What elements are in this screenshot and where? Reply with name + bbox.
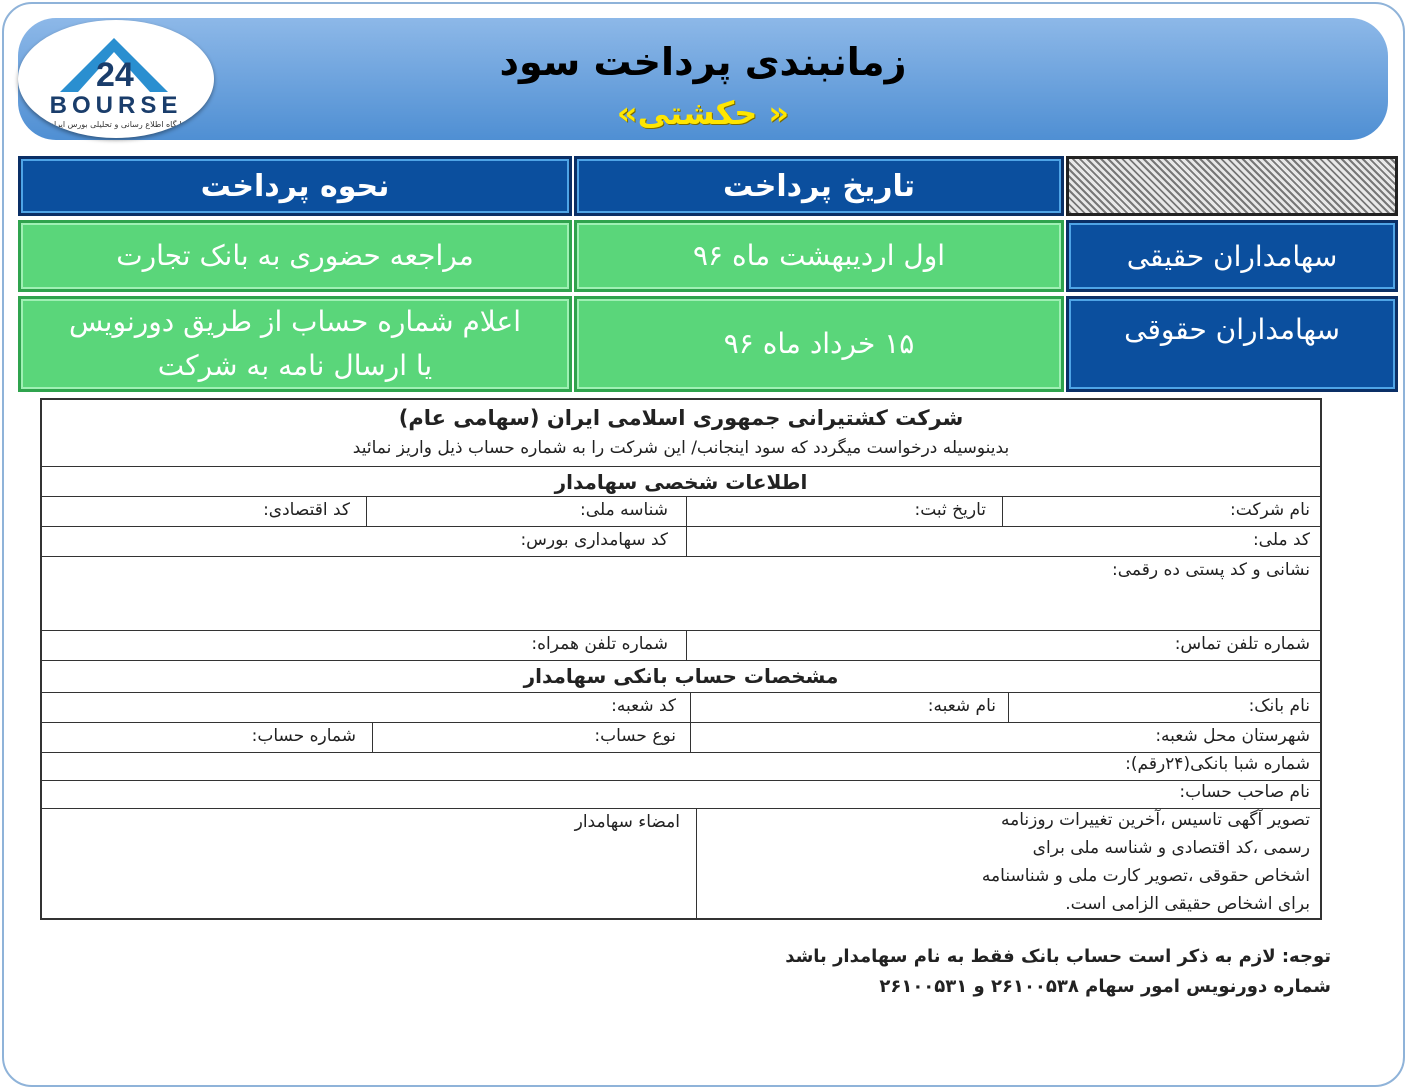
title-banner [18,18,1388,140]
branch-city-field[interactable]: شهرستان محل شعبه: [1155,726,1310,746]
dividend-request-form [40,398,1322,920]
form-company-name: شرکت کشتیرانی جمهوری اسلامی ایران (سهامی عام) [398,406,964,430]
branch-name-field[interactable]: نام شعبه: [927,696,996,716]
national-id-field[interactable]: شناسه ملی: [580,500,668,520]
corner-cell [1066,156,1398,216]
personal-info-heading: اطلاعات شخصی سهامدار [554,470,808,494]
row-real-shareholders-method: مراجعه حضوری به بانک تجارت [18,220,572,292]
bank-name-field[interactable]: نام بانک: [1248,696,1310,716]
row-real-shareholders-group: سهامداران حقیقی [1066,220,1398,292]
documents-line-2: رسمی ،کد اقتصادی و شناسه ملی برای [1032,838,1310,858]
mobile-field[interactable]: شماره تلفن همراه: [531,634,668,654]
note-account-owner: توجه: لازم به ذکر است حساب بانک فقط به نام سهامدار باشد [785,946,1331,967]
registration-date-field[interactable]: تاریخ ثبت: [914,500,986,520]
header-payment-method: نحوه پرداخت [18,156,572,216]
documents-line-3: اشخاص حقوقی ،تصویر کارت ملی و شناسنامه [981,866,1310,886]
phone-field[interactable]: شماره تلفن تماس: [1174,634,1310,654]
account-number-field[interactable]: شماره حساب: [251,726,356,746]
documents-line-4: برای اشخاص حقیقی الزامی است. [1065,894,1310,914]
economic-code-field[interactable]: کد اقتصادی: [263,500,350,520]
sheba-field[interactable]: شماره شبا بانکی(۲۴رقم): [1125,754,1310,774]
logo-caption: پایگاه اطلاع رسانی و تحلیلی بورس ایران [48,120,184,129]
branch-code-field[interactable]: کد شعبه: [611,696,676,716]
form-intro: بدینوسیله درخواست میگردد که سود اینجانب/ این شرکت را به شماره حساب ذیل واریز نمائید [352,438,1010,458]
page-title: زمانبندی پرداخت سود [499,40,907,84]
logo-mark-icon [18,20,214,100]
row-legal-shareholders-group: سهامداران حقوقی [1066,296,1398,392]
row-real-shareholders-date: اول اردیبهشت ماه ۹۶ [574,220,1064,292]
header-payment-date: تاریخ پرداخت [574,156,1064,216]
note-fax-numbers: شماره دورنویس امور سهام ۲۶۱۰۰۵۳۸ و ۲۶۱۰۰۵۳۱ [879,976,1331,997]
row-legal-shareholders-method: اعلام شماره حساب از طریق دورنویس یا ارسال نامه به شرکت [18,296,572,392]
company-subtitle: « حکشتی» [616,94,790,132]
shareholder-signature[interactable]: امضاء سهامدار [574,812,680,832]
national-code-field[interactable]: کد ملی: [1252,530,1310,550]
logo-text: BOURSE [49,92,183,119]
bourse-logo [18,20,214,138]
documents-line-1: تصویر آگهی تاسیس ،آخرین تغییرات روزنامه [1001,810,1310,830]
company-name-field[interactable]: نام شرکت: [1230,500,1310,520]
account-type-field[interactable]: نوع حساب: [594,726,676,746]
page-frame [2,2,1405,1087]
bourse-code-field[interactable]: کد سهامداری بورس: [520,530,668,550]
address-field[interactable]: نشانی و کد پستی ده رقمی: [1112,560,1310,580]
account-holder-field[interactable]: نام صاحب حساب: [1179,782,1310,802]
row-legal-shareholders-date: ۱۵ خرداد ماه ۹۶ [574,296,1064,392]
bank-info-heading: مشخصات حساب بانکی سهامدار [523,664,839,688]
svg-text:24: 24 [96,56,134,94]
